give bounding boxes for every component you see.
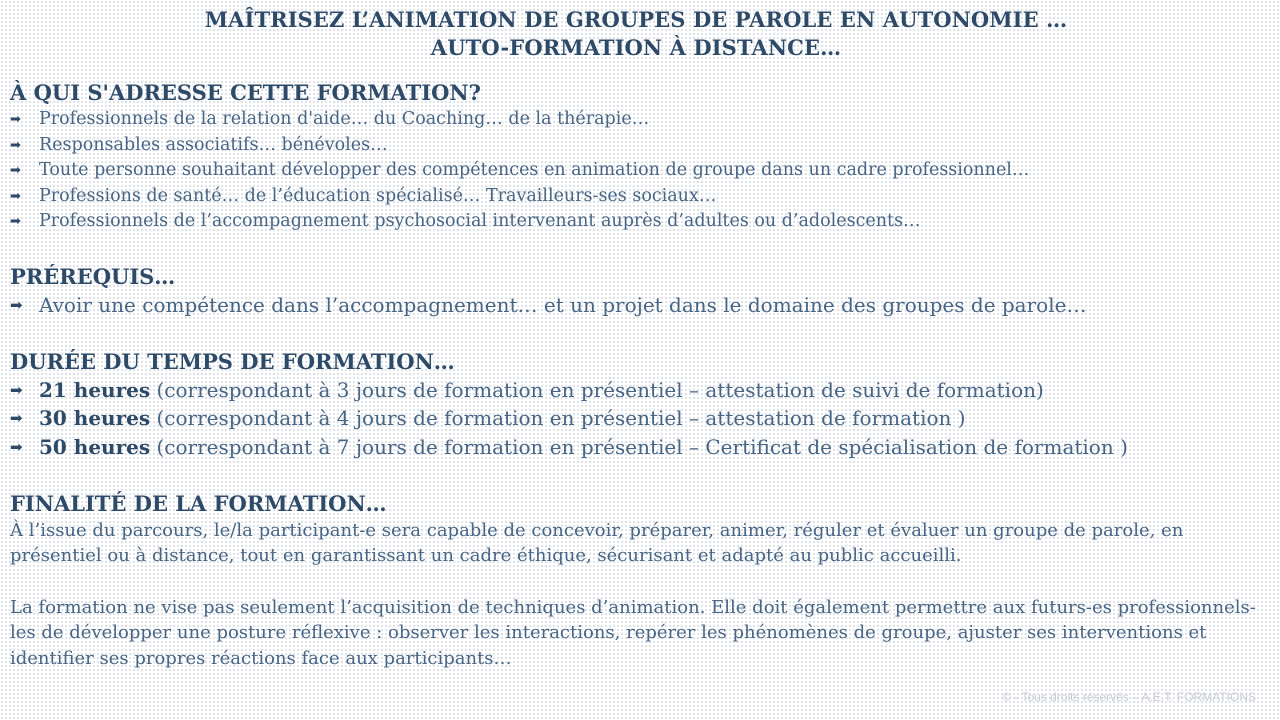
hours-value: 50 heures — [39, 435, 151, 460]
page-title — [0, 6, 1272, 62]
list-item — [10, 376, 1272, 405]
duration-section — [10, 348, 1272, 462]
title-line-2: AUTO-FORMATION À DISTANCE… — [430, 35, 842, 60]
hours-detail: (correspondant à 4 jours de formation en présentiel – attestation de formation ) — [150, 406, 966, 431]
arrow-right-icon: ➡ — [10, 112, 21, 127]
audience-section — [10, 79, 1272, 235]
arrow-right-icon: ➡ — [10, 409, 23, 428]
purpose-paragraph-1: À l’issue du parcours, le/la participant-e sera capable de concevoir, préparer, animer, réguler et évaluer un groupe de parole, en présentiel ou à distance, tout en garantissant un cadre éthique, sécurisant et adapté au public accueilli. — [10, 519, 1184, 567]
page-content — [10, 0, 1272, 671]
list-item: ➡ Professions de santé… de l’éducation spécialisé… Travailleurs-ses sociaux… — [10, 184, 1272, 210]
arrow-right-icon: ➡ — [10, 214, 21, 230]
arrow-right-icon: ➡ — [10, 163, 21, 179]
audience-heading: À QUI S'ADRESSE CETTE FORMATION? — [10, 80, 481, 105]
purpose-heading: FINALITÉ DE LA FORMATION… — [10, 490, 387, 516]
hours-detail: (correspondant à 7 jours de formation en présentiel – Certificat de spécialisation de formation ) — [150, 435, 1128, 460]
hours-value: 21 heures — [39, 377, 151, 402]
prerequisites-heading: PRÉREQUIS… — [10, 263, 176, 289]
list-item: ➡ Toute personne souhaitant développer des compétences en animation de groupe dans un cadre professionnel… — [10, 158, 1272, 184]
list-item: ➡ Responsables associatifs… bénévoles… — [10, 133, 1272, 159]
arrow-right-icon: ➡ — [10, 137, 21, 153]
purpose-section — [10, 490, 1272, 672]
audience-list — [10, 107, 1272, 235]
list-item — [10, 404, 1272, 433]
arrow-right-icon: ➡ — [10, 295, 23, 314]
list-item: ➡ Professionnels de la relation d'aide… du Coaching… de la thérapie… — [10, 107, 1272, 133]
hours-detail: (correspondant à 3 jours de formation en présentiel – attestation de suivi de formation) — [150, 377, 1044, 402]
list-item: ➡ Professionnels de l’accompagnement psychosocial intervenant auprès d’adultes ou d’adolescents… — [10, 209, 1272, 235]
hours-value: 30 heures — [39, 406, 151, 431]
list-item — [10, 433, 1272, 462]
arrow-right-icon: ➡ — [10, 380, 23, 399]
purpose-paragraph-2: La formation ne vise pas seulement l’acquisition de techniques d’animation. Elle doit également permettre aux futurs-es professionnels-les de développer une posture réflexive : observer les interactions, repérer les phénomènes de groupe, ajuster ses interventions et identifier ses propres réactions face aux participants… — [10, 596, 1256, 669]
copyright-footer: © - Tous droits réservés – A.E.T. FORMATIONS — [1002, 690, 1256, 704]
title-line-1: MAÎTRISEZ L’ANIMATION DE GROUPES DE PAROLE EN AUTONOMIE … — [204, 7, 1068, 32]
prerequisites-section — [10, 263, 1272, 320]
prerequisites-list — [10, 291, 1272, 320]
list-item: ➡ Avoir une compétence dans l’accompagnement… et un projet dans le domaine des groupes de parole… — [10, 291, 1272, 320]
arrow-right-icon: ➡ — [10, 438, 23, 457]
duration-heading: DURÉE DU TEMPS DE FORMATION… — [10, 348, 455, 374]
arrow-right-icon: ➡ — [10, 188, 21, 204]
duration-list — [10, 376, 1272, 462]
